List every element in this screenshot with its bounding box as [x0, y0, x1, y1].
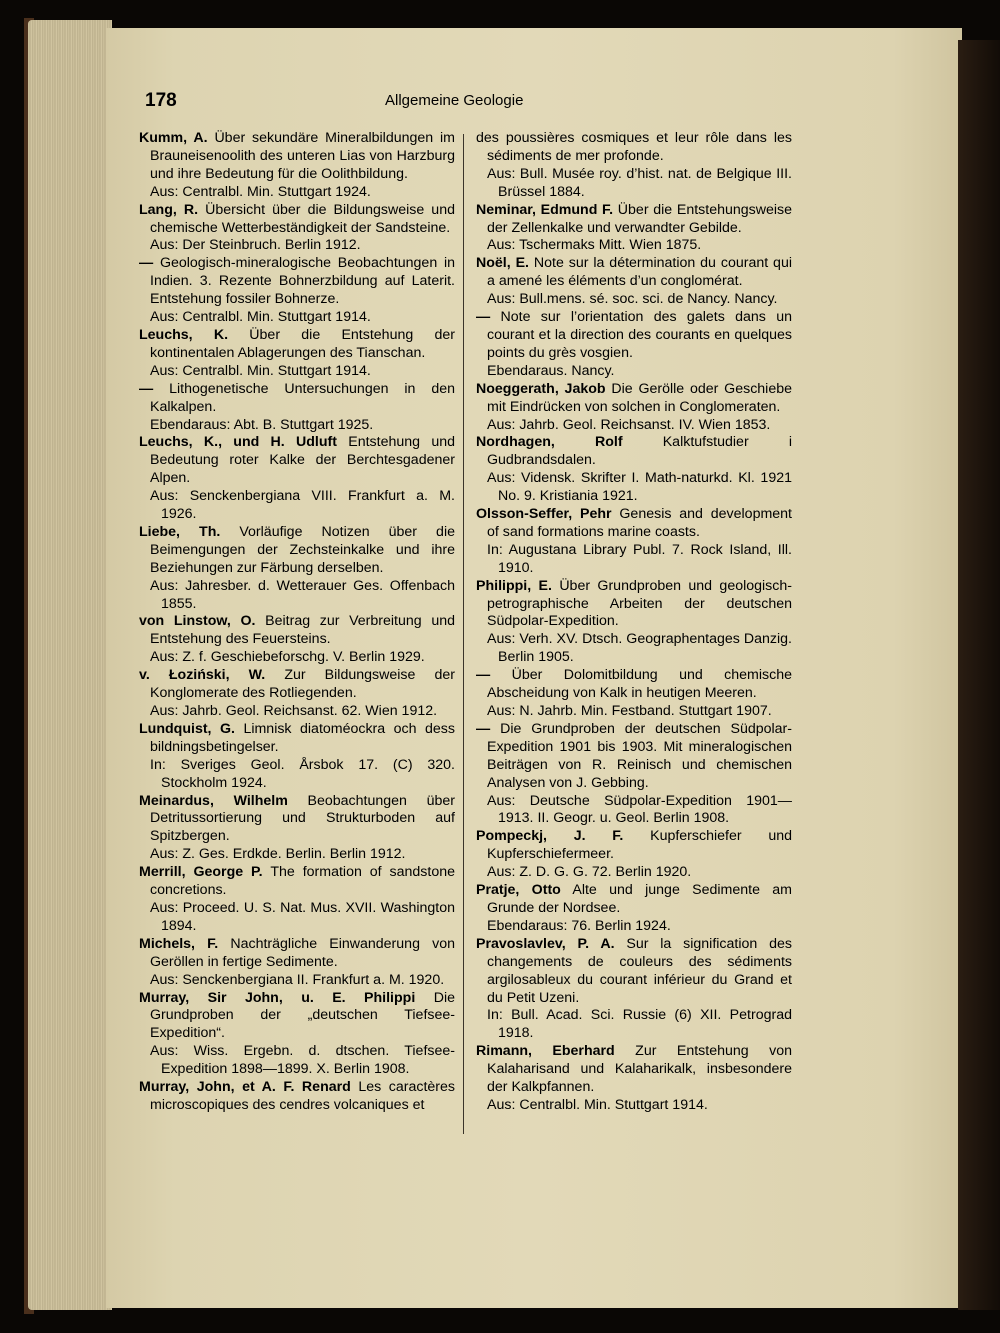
entry-source: Aus: Tschermaks Mitt. Wien 1875. [487, 237, 702, 254]
bibliography-entry [476, 667, 792, 703]
entry-title: Die Grundproben der deutschen Südpolar-Expedition 1901 bis 1903. Mit mineralogischen Beiträgen von R. Reinisch und chemischen Analysen von J. Gebbing. [487, 720, 792, 791]
bibliography-entry [476, 828, 792, 864]
bibliography-entry [139, 1079, 455, 1115]
bibliography-entry [476, 721, 792, 793]
bibliography-entry [476, 506, 792, 542]
bibliography-entry [476, 309, 792, 363]
entry-source: Ebendaraus: 76. Berlin 1924. [487, 917, 671, 934]
entry-author: Olsson-Seffer, Pehr [476, 506, 612, 523]
page-header [145, 90, 785, 120]
bibliography-entry [476, 130, 792, 166]
entry-title: Zur Entstehung von Kalaharisand und Kalaharikalk, insbesondere der Kalkpfannen. [487, 1043, 792, 1096]
entry-title: Note sur l’orientation des galets dans un courant et la direction des courants en quelques points du grès vosgien. [487, 309, 792, 361]
entry-title: Kupferschiefer und Kupferschiefermeer. [487, 828, 793, 863]
entry-author: Liebe, Th. [139, 523, 221, 540]
entry-author: Noeggerath, Jakob [476, 380, 606, 397]
entry-author: von Linstow, O. [139, 613, 256, 630]
entry-author: Pratje, Otto [476, 882, 561, 899]
entry-source: Aus: Senckenbergiana II. Frankfurt a. M. 1920. [150, 971, 445, 988]
bibliography-entry [139, 255, 455, 309]
entry-author: Murray, Sir John, u. E. Philippi [139, 989, 416, 1006]
entry-source: In: Sveriges Geol. Årsbok 17. (C) 320. Stockholm 1924. [150, 756, 455, 791]
entry-title: des poussières cosmiques et leur rôle dans les sédiments de mer profonde. [476, 130, 792, 164]
entry-source: Aus: Centralbl. Min. Stuttgart 1914. [150, 309, 371, 326]
entry-author: Murray, John, et A. F. Renard [139, 1079, 351, 1096]
entry-title: Genesis and development of sand formations marine coasts. [487, 506, 792, 540]
entry-title: The formation of sandstone concretions. [150, 864, 456, 899]
entry-author: Noël, E. [476, 255, 529, 272]
entry-source: Aus: Bull. Musée roy. d’hist. nat. de Belgique III. Brüssel 1884. [487, 165, 792, 200]
entry-source: Aus: Centralbl. Min. Stuttgart 1914. [487, 1096, 708, 1113]
entry-title: Zur Bildungsweise der Konglomerate des Rotliegenden. [150, 667, 455, 702]
entry-source: Aus: Deutsche Südpolar-Expedition 1901—1913. II. Geogr. u. Geol. Berlin 1908. [487, 792, 792, 827]
entry-source: Ebendaraus: Abt. B. Stuttgart 1925. [150, 416, 374, 433]
entry-author: — [139, 255, 154, 272]
bibliography-entry [139, 990, 455, 1044]
bibliography-entry [476, 1043, 792, 1097]
entry-title: Die Grundproben der „deutschen Tiefsee-Expedition“. [150, 989, 455, 1042]
entry-source: Aus: N. Jahrb. Min. Festband. Stuttgart 1907. [487, 703, 772, 719]
bibliography-entry [476, 882, 792, 918]
entry-author: — [476, 309, 491, 326]
facing-page-shadow [958, 40, 1000, 1310]
entry-title: Über Dolomitbildung und chemische Abscheidung von Kalk in heutigen Meeren. [487, 667, 792, 702]
entry-author: Neminar, Edmund F. [476, 201, 614, 218]
bibliography-entry [139, 936, 455, 972]
entry-title: Über die Entstehungsweise der Zellenkalke und verwandter Gebilde. [487, 201, 793, 236]
entry-source: Aus: Jahresber. d. Wetterauer Ges. Offenbach 1855. [150, 577, 455, 612]
entry-source: Aus: Jahrb. Geol. Reichsanst. 62. Wien 1912. [150, 703, 438, 719]
entry-source: Aus: Z. D. G. G. 72. Berlin 1920. [487, 864, 692, 881]
entry-title: Alte und junge Sedimente am Grunde der Nordsee. [487, 882, 792, 916]
entry-author: Leuchs, K., und H. Udluft [139, 434, 337, 451]
entry-title: Limnisk diatoméockra och dess bildningsbetingelser. [150, 720, 455, 755]
entry-source: Aus: Z. f. Geschiebeforschg. V. Berlin 1929. [150, 649, 425, 666]
bibliography-entry [139, 434, 455, 488]
entry-title: Entstehung und Bedeutung roter Kalke der Berchtesgadener Alpen. [150, 434, 455, 487]
column-divider [463, 134, 464, 1134]
entry-author: — [139, 380, 154, 397]
entry-title: Über sekundäre Mineralbildungen im Brauneisenoolith des unteren Lias von Harzburg und ihre Bedeutung für die Oolithbildung. [150, 130, 455, 182]
entry-author: Merrill, George P. [139, 864, 263, 881]
bibliography-entry [476, 255, 792, 291]
entry-title: Les caractères microscopiques des cendres volcaniques et [150, 1079, 455, 1113]
bibliography-entry [476, 381, 792, 417]
entry-source: Aus: Centralbl. Min. Stuttgart 1924. [150, 183, 371, 200]
entry-author: Lundquist, G. [139, 720, 235, 737]
entry-author: Pravoslavlev, P. A. [476, 935, 615, 952]
entry-title: Sur la signification des changements de couleurs des sédiments argilosableux du courant inférieur du Grand et du Petit Uzeni. [487, 935, 792, 1006]
bibliography-entry [139, 130, 455, 184]
entry-title: Über die Entstehung der kontinentalen Ablagerungen des Tianschan. [150, 326, 455, 361]
entry-title: Geologisch-mineralogische Beobachtungen in Indien. 3. Rezente Bohnerzbildung auf Laterit. Entstehung fossiler Bohnerze. [150, 255, 455, 308]
left-column [139, 130, 455, 1115]
entry-source: Aus: Proceed. U. S. Nat. Mus. XVII. Washington 1894. [150, 899, 455, 934]
entry-author: — [476, 720, 491, 737]
entry-author: v. Łoziński, W. [139, 667, 266, 684]
bibliography-entry [139, 202, 455, 238]
entry-title: Note sur la détermination du courant qui a amené les éléments d’un conglomérat. [487, 255, 792, 290]
entry-author: Philippi, E. [476, 577, 552, 594]
entry-author: Rimann, Eberhard [476, 1043, 615, 1060]
entry-source: Aus: Z. Ges. Erdkde. Berlin. Berlin 1912. [150, 846, 406, 863]
bibliography-entry [476, 578, 792, 632]
bibliography-entry [139, 864, 455, 900]
entry-source: Aus: Senckenbergiana VIII. Frankfurt a. M. 1926. [150, 488, 455, 523]
entry-author: Nordhagen, Rolf [476, 434, 623, 451]
bibliography-entry [139, 793, 455, 847]
bibliography-entry [476, 434, 792, 470]
entry-source: Aus: Centralbl. Min. Stuttgart 1914. [150, 362, 371, 379]
entry-author: Lang, R. [139, 201, 199, 218]
entry-author: — [476, 667, 491, 684]
bibliography-entry [139, 613, 455, 649]
entry-source: Aus: Vidensk. Skrifter I. Math-naturkd. Kl. 1921 No. 9. Kristiania 1921. [487, 470, 792, 505]
entry-title: Vorläufige Notizen über die Beimengungen der Zechsteinkalke und ihre Beziehungen zur Färbung derselben. [150, 523, 455, 576]
entry-source: Ebendaraus. Nancy. [487, 362, 615, 379]
bibliography-entry [476, 202, 792, 238]
entry-author: Michels, F. [139, 935, 219, 952]
entry-title: Nachträgliche Einwanderung von Geröllen in fertige Sedimente. [150, 935, 455, 970]
page-stack-edge [28, 20, 112, 1310]
bibliography-entry [139, 524, 455, 578]
bibliography-entry [476, 936, 792, 1008]
bibliography-entry [139, 667, 455, 703]
entry-author: Leuchs, K. [139, 326, 229, 343]
entry-author: Kumm, A. [139, 130, 208, 146]
entry-title: Übersicht über die Bildungsweise und chemische Wetterbeständigkeit der Sandsteine. [150, 201, 455, 236]
running-head: Allgemeine Geologie [385, 92, 524, 109]
entry-source: Aus: Jahrb. Geol. Reichsanst. IV. Wien 1853. [487, 416, 771, 433]
page-number: 178 [145, 90, 177, 111]
bibliography-entry [139, 327, 455, 363]
entry-source: Aus: Der Steinbruch. Berlin 1912. [150, 237, 361, 254]
entry-source: Aus: Wiss. Ergebn. d. dtschen. Tiefsee-Expedition 1898—1899. X. Berlin 1908. [150, 1043, 455, 1078]
entry-title: Lithogenetische Untersuchungen in den Kalkalpen. [150, 380, 455, 415]
bibliography-entry [139, 721, 455, 757]
bibliography-entry [139, 381, 455, 417]
entry-title: Kalktufstudier i Gudbrandsdalen. [487, 434, 792, 469]
entry-source: Aus: Verh. XV. Dtsch. Geographentages Danzig. Berlin 1905. [487, 631, 792, 666]
entry-title: Über Grundproben und geologisch-petrographische Arbeiten der deutschen Südpolar-Expedition. [487, 577, 792, 630]
entry-title: Die Gerölle oder Geschiebe mit Eindrücken von solchen in Conglomeraten. [487, 380, 792, 415]
entry-source: In: Augustana Library Publ. 7. Rock Island, Ill. 1910. [487, 541, 792, 576]
entry-title: Beitrag zur Verbreitung und Entstehung des Feuersteins. [150, 613, 455, 648]
entry-title: Beobachtungen über Detritussortierung und Strukturboden auf Spitzbergen. [150, 792, 455, 845]
entry-author: Meinardus, Wilhelm [139, 792, 288, 809]
entry-source: Aus: Bull.mens. sé. soc. sci. de Nancy. Nancy. [487, 291, 778, 308]
entry-source: In: Bull. Acad. Sci. Russie (6) XII. Petrograd 1918. [487, 1007, 792, 1042]
entry-author: Pompeckj, J. F. [476, 828, 624, 845]
right-column [476, 130, 792, 1115]
